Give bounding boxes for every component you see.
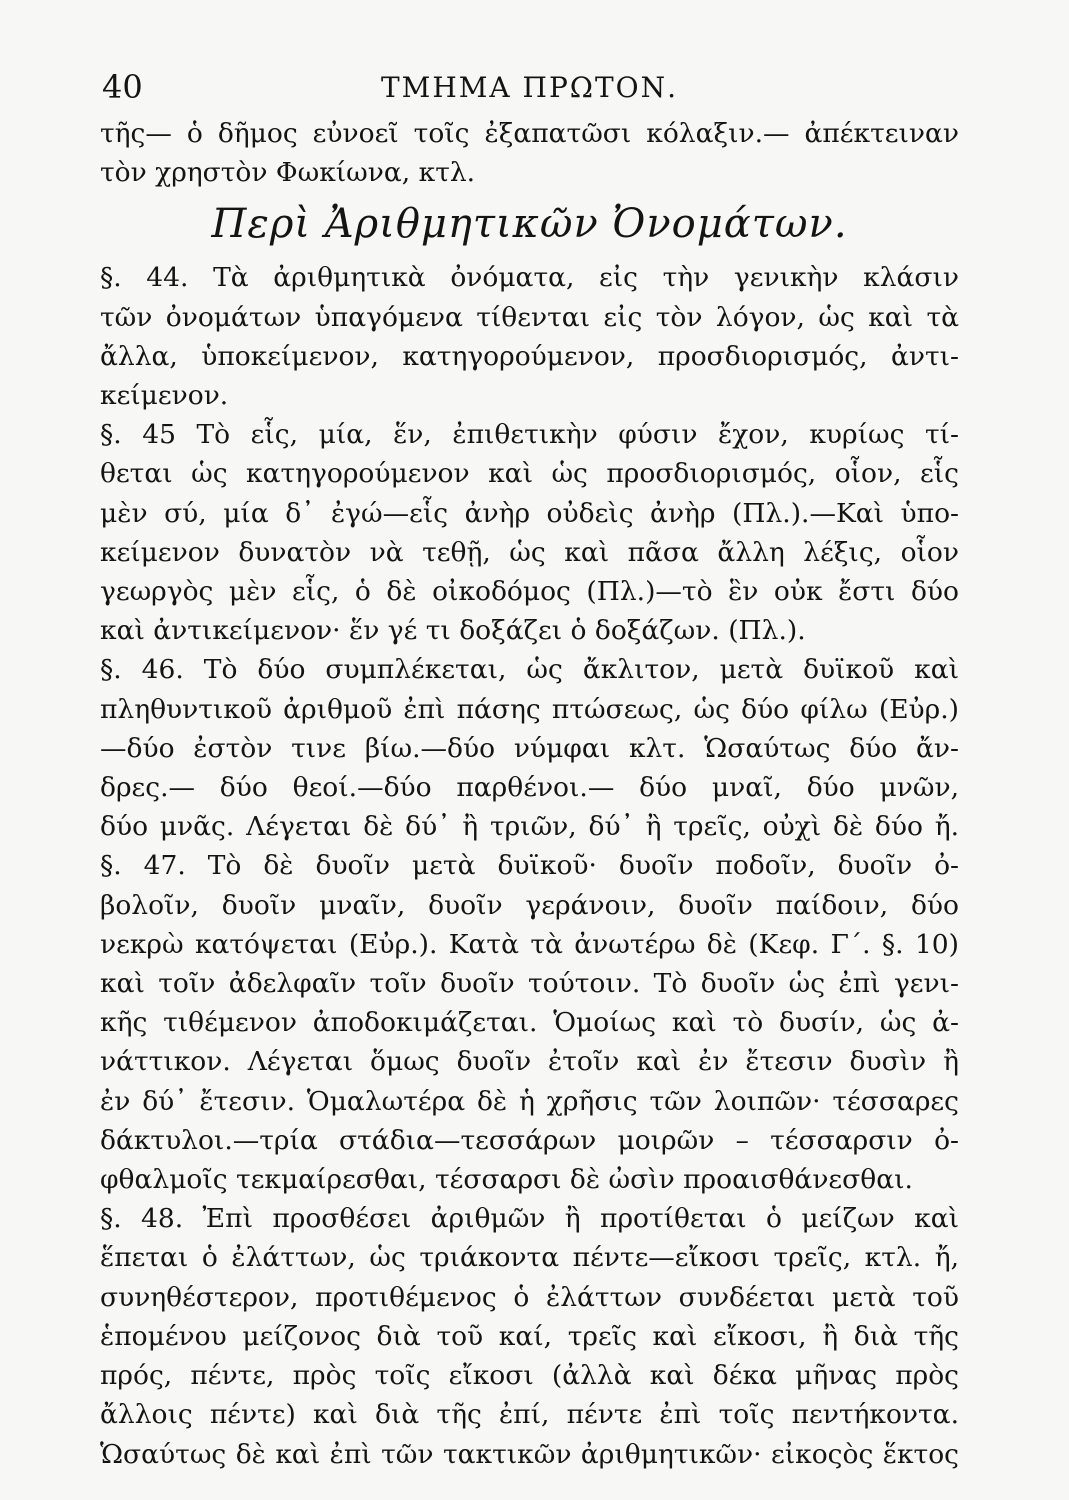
text-line: ἑπομένου μείζονος διὰ τοῦ καί, τρεῖς καὶ εἴκοσι, ἢ διὰ τῆς — [100, 1320, 959, 1352]
text-line: —δύο ἐστὸν τινε βίω.—δύο νύμφαι κλτ. Ὡσαύτως δύο ἄν- — [100, 732, 959, 764]
text-line: γεωργὸς μὲν εἷς, ὁ δὲ οἰκοδόμος (Πλ.)—τὸ ἓν οὐκ ἔστι δύο — [100, 576, 959, 608]
text-line: μὲν σύ, μία δ᾽ ἐγώ—εἷς ἀνὴρ οὐδεὶς ἀνὴρ (Πλ.).—Καὶ ὑπο- — [100, 497, 959, 529]
text-line: πρός, πέντε, πρὸς τοῖς εἴκοσι (ἀλλὰ καὶ δέκα μῆνας πρὸς — [100, 1360, 959, 1392]
page-number: 40 — [102, 68, 143, 106]
section-heading: Περὶ Ἀριθμητικῶν Ὀνομάτων. — [211, 201, 848, 248]
text-line: §. 48. Ἐπὶ προσθέσει ἀριθμῶν ἢ προτίθεται ὁ μείζων καὶ — [100, 1203, 959, 1235]
text-line: καὶ ἀντικείμενον· ἕν γέ τι δοξάζει ὁ δοξάζων. (Πλ.). — [100, 615, 806, 647]
text-line: ἕπεται ὁ ἐλάττων, ὡς τριάκοντα πέντε—εἴκοσι τρεῖς, κτλ. ἤ, — [100, 1242, 959, 1274]
text-line: συνηθέστερον, προτιθέμενος ὁ ἐλάττων συνδέεται μετὰ τοῦ — [100, 1281, 959, 1313]
text-line: δύο μνᾶς. Λέγεται δὲ δύ᾽ ἢ τριῶν, δύ᾽ ἢ τρεῖς, οὐχὶ δὲ δύο ἤ. — [100, 811, 959, 843]
text-line: §. 46. Τὸ δύο συμπλέκεται, ὡς ἄκλιτον, μετὰ δυϊκοῦ καὶ — [100, 654, 959, 686]
text-line: §. 44. Τὰ ἀριθμητικὰ ὀνόματα, εἰς τὴν γενικὴν κλάσιν — [100, 262, 959, 294]
text-line: φθαλμοῖς τεκμαίρεσθαι, τέσσαρσι δὲ ὠσὶν προαισθάνεσθαι. — [100, 1164, 913, 1196]
text-line: τῶν ὀνομάτων ὑπαγόμενα τίθενται εἰς τὸν λόγον, ὡς καὶ τὰ — [100, 301, 959, 333]
text-line: δρες.— δύο θεοί.—δύο παρθένοι.— δύο μναῖ, δύο μνῶν, — [100, 772, 959, 804]
text-line: πληθυντικοῦ ἀριθμοῦ ἐπὶ πάσης πτώσεως, ὡς δύο φίλω (Εὐρ.) — [100, 693, 959, 725]
text-line: κείμενον δυνατὸν νὰ τεθῇ, ὡς καὶ πᾶσα ἄλλη λέξις, οἷον — [100, 536, 959, 568]
text-line: τῆς— ὁ δῆμος εὐνοεῖ τοῖς ἐξαπατῶσι κόλαξιν.— ἀπέκτειναν — [100, 118, 959, 149]
running-title: ΤΜΗΜΑ ΠΡΩΤΟΝ. — [380, 70, 679, 104]
text-line: καὶ τοῖν ἀδελφαῖν τοῖν δυοῖν τούτοιν. Τὸ δυοῖν ὡς ἐπὶ γενι- — [100, 968, 959, 1000]
text-line: ἄλλοις πέντε) καὶ διὰ τῆς ἐπί, πέντε ἐπὶ τοῖς πεντήκοντα. — [100, 1399, 959, 1431]
text-line: §. 47. Τὸ δὲ δυοῖν μετὰ δυϊκοῦ· δυοῖν ποδοῖν, δυοῖν ὀ- — [100, 850, 959, 882]
running-head — [100, 62, 959, 112]
text-line: νεκρὼ κατόψεται (Εὐρ.). Κατὰ τὰ ἀνωτέρω δὲ (Κεφ. Γ΄. §. 10) — [100, 928, 959, 960]
text-line: νάττικον. Λέγεται ὅμως δυοῖν ἐτοῖν καὶ ἐν ἔτεσιν δυσὶν ἢ — [100, 1046, 959, 1078]
text-line: ἐν δύ᾽ ἔτεσιν. Ὁμαλωτέρα δὲ ἡ χρῆσις τῶν λοιπῶν· τέσσαρες — [100, 1085, 959, 1117]
text-line: Ὡσαύτως δὲ καὶ ἐπὶ τῶν τακτικῶν ἀριθμητικῶν· εἰκοςὸς ἕκτος — [100, 1438, 959, 1470]
text-line: τὸν χρηστὸν Φωκίωνα, κτλ. — [100, 157, 476, 189]
text-line: θεται ὡς κατηγορούμενον καὶ ὡς προσδιορισμός, οἷον, εἷς — [100, 458, 959, 490]
text-block — [100, 114, 959, 1474]
text-line: κείμενον. — [100, 380, 229, 412]
text-line: §. 45 Τὸ εἷς, μία, ἕν, ἐπιθετικὴν φύσιν ἔχον, κυρίως τί- — [100, 419, 959, 451]
text-line: δάκτυλοι.—τρία στάδια—τεσσάρων μοιρῶν – τέσσαρσιν ὀ- — [100, 1124, 959, 1156]
text-line: ἄλλα, ὑποκείμενον, κατηγορούμενον, προσδιορισμός, ἀντι- — [100, 340, 959, 372]
text-line: βολοῖν, δυοῖν μναῖν, δυοῖν γεράνοιν, δυοῖν παίδοιν, δύο — [100, 889, 959, 921]
text-line: κῆς τιθέμενον ἀποδοκιμάζεται. Ὁμοίως καὶ τὸ δυσίν, ὡς ἀ- — [100, 1007, 959, 1039]
